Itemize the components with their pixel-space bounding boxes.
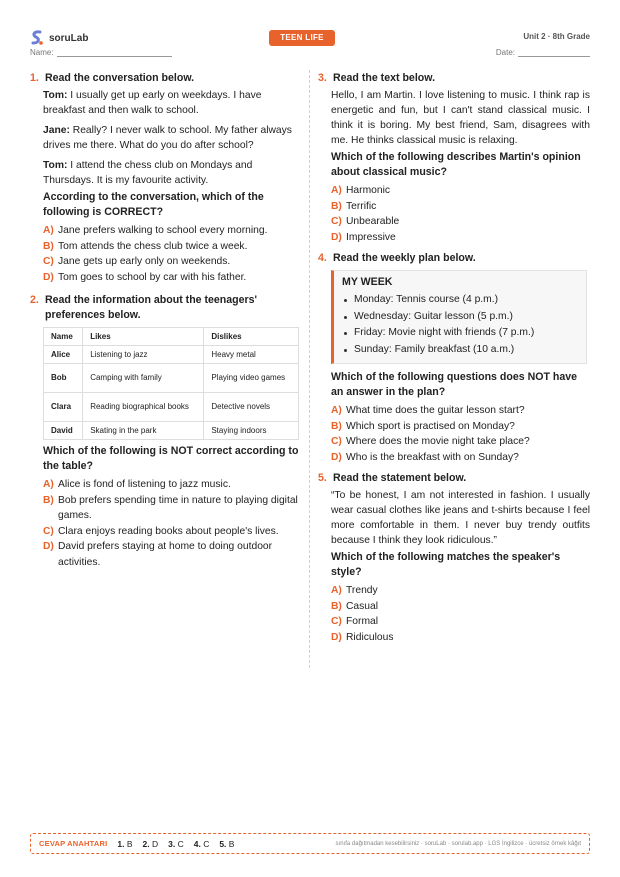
plan-item: Friday: Movie night with friends (7 p.m.)	[342, 325, 578, 342]
option-d[interactable]: D) Who is the breakfast with on Sunday?	[331, 451, 519, 463]
question-stem: Which of the following describes Martin's opinion about classical music?	[331, 151, 581, 178]
option-d[interactable]: D) Impressive	[331, 231, 396, 243]
column-divider	[309, 70, 310, 668]
answer-key-strip	[30, 833, 590, 854]
question-5: 5. Read the statement below. “To be honest, I am not interested in fashion. I usually wear casual clothes like jeans and t-shirts because I feel more comfortable in them. I never buy trendy outfits because I think they look ridiculous.” Which of the following matches the speaker's style? A) Trendy B) Casual C) Formal D) Ridiculous	[318, 471, 590, 645]
option-c[interactable]: C) Jane gets up early only on weekends.	[43, 256, 231, 267]
table-row: Bob Camping with family Playing video games	[44, 364, 299, 393]
dialogue-line: Tom: I usually get up early on weekdays. I have breakfast and then walk to school.	[43, 90, 262, 116]
option-c[interactable]: C) Where does the movie night take place?	[331, 436, 530, 447]
plan-item: Monday: Tennis course (4 p.m.)	[342, 292, 578, 309]
option-d[interactable]: D) David prefers staying at home to doing outdoor activities.	[43, 541, 273, 568]
answer-item: 3. C	[168, 838, 184, 849]
answer-item: 5. B	[219, 838, 235, 849]
option-a[interactable]: A) Jane prefers walking to school every morning.	[43, 225, 268, 236]
table-row: Alice Listening to jazz Heavy metal	[44, 346, 299, 364]
sorulab-logo-icon	[30, 30, 44, 46]
brand-name: soruLab	[49, 32, 89, 44]
page-header	[30, 28, 590, 64]
option-b[interactable]: B) Tom attends the chess club twice a week.	[43, 240, 248, 252]
answer-item: 2. D	[142, 838, 159, 849]
plan-item: Sunday: Family breakfast (10 a.m.)	[342, 342, 578, 359]
option-b[interactable]: B) Which sport is practised on Monday?	[331, 420, 515, 432]
option-d[interactable]: D) Ridiculous	[331, 631, 394, 643]
question-2: 2. Read the information about the teenagers' preferences below. Name Likes Dislikes Alice Listening to jazz Heavy metal Bob Camping with family Playing video games Clara Reading biographical books Detective novels David Skating in the park Staying indoors Which of the following is NOT correct according to the table? A) Alice is fond of listening to jazz music. B) Bob prefers spending time in nature to playing digital games. C) Clara enjoys reading books about people's lives. D) David prefers staying at home to doing outdoor activities.	[30, 293, 300, 570]
left-column	[30, 71, 300, 576]
option-a[interactable]: A) Trendy	[331, 585, 378, 596]
question-stem: According to the conversation, which of the following is CORRECT?	[43, 191, 264, 218]
question-3: 3. Read the text below. Hello, I am Martin. I love listening to music. I think rap is energetic and fun, but I can't stand classical music. I think it is boring. My best friend, Sam, disagrees with me. He thinks classical music is relaxing. Which of the following describes Martin's opinion about classical music? A) Harmonic B) Terrific C) Unbearable D) Impressive	[318, 71, 590, 245]
dialogue-line: Jane: Really? I never walk to school. My father always drives me there. What do you do after school?	[43, 125, 292, 151]
option-a[interactable]: A) Harmonic	[331, 185, 391, 196]
table-row: Clara Reading biographical books Detective novels	[44, 393, 299, 422]
option-a[interactable]: A) What time does the guitar lesson start?	[331, 405, 525, 416]
table-header: Likes	[83, 328, 204, 346]
option-c[interactable]: C) Formal	[331, 616, 379, 627]
option-a[interactable]: A) Alice is fond of listening to jazz music.	[43, 479, 231, 490]
preferences-table	[43, 327, 299, 440]
reading-passage: “To be honest, I am not interested in fashion. I usually wear casual clothes like jeans and t-shirts because I feel more comfortable in them. I never buy trendy outfits because I think they look ridiculous.”	[331, 490, 590, 546]
table-header: Name	[44, 328, 83, 346]
question-stem: Which of the following matches the speaker's style?	[331, 551, 561, 578]
plan-title: MY WEEK	[342, 276, 393, 288]
question-stem: Which of the following is NOT correct according to the table?	[43, 445, 299, 472]
dialogue-line: Tom: I attend the chess club on Mondays and Thursdays. It is my favourite activity.	[43, 160, 253, 186]
option-b[interactable]: B) Bob prefers spending time in nature to playing digital games.	[43, 494, 298, 521]
topic-badge: TEEN LIFE	[269, 30, 335, 46]
answer-item: 4. C	[193, 838, 210, 849]
option-c[interactable]: C) Unbearable	[331, 216, 400, 227]
brand	[30, 30, 88, 46]
option-c[interactable]: C) Clara enjoys reading books about people's lives.	[43, 525, 279, 537]
question-1: 1. Read the conversation below. Tom: I usually get up early on weekdays. I have breakfast and then walk to school. Jane: Really? I never walk to school. My father always drives me there. What do you do after school? Tom: I attend the chess club on Mondays and Thursdays. It is my favourite activity. According to the conversation, which of the following is CORRECT? A) Jane prefers walking to school every morning. B) Tom attends the chess club twice a week. C) Jane gets up early only on weekends. D) Tom goes to school by car with his father.	[30, 71, 300, 285]
name-field[interactable]: Name:	[30, 48, 172, 57]
option-d[interactable]: D) Tom goes to school by car with his father.	[43, 271, 247, 283]
option-b[interactable]: B) Terrific	[331, 200, 377, 212]
question-4: 4. Read the weekly plan below. MY WEEK Monday: Tennis course (4 p.m.) Wednesday: Guitar lesson (5 p.m.) Friday: Movie night with friends (7 p.m.) Sunday: Family breakfast (10 a.m.) Which of the following questions does NOT have an answer in the plan? A) What time does the guitar lesson start? B) Which sport is practised on Monday? C) Where does the movie night take place? D) Who is the breakfast with on Sunday?	[318, 251, 590, 465]
right-column	[318, 71, 590, 651]
question-title: Read the conversation below.	[45, 72, 195, 84]
table-row: David Skating in the park Staying indoors	[44, 422, 299, 440]
option-b[interactable]: B) Casual	[331, 600, 379, 612]
date-field[interactable]: Date:	[496, 48, 590, 57]
reading-passage: Hello, I am Martin. I love listening to music. I think rap is energetic and fun, but I can't stand classical music. I think it is boring. My best friend, Sam, disagrees with me. He thinks classical music is relaxing.	[331, 90, 590, 146]
question-title: Read the information about the teenagers' preferences below.	[45, 294, 258, 321]
weekly-plan-box	[331, 270, 587, 364]
footer-note: sınıfa dağıtmadan kesebilirsiniz · soruLab · sorulab.app · LGS İngilizce · ücretsiz örnek kâğıt	[335, 840, 581, 847]
answer-key-label: CEVAP ANAHTARI	[39, 839, 108, 848]
table-header: Dislikes	[204, 328, 299, 346]
question-title: Read the text below.	[333, 72, 436, 84]
question-title: Read the weekly plan below.	[333, 252, 476, 264]
question-stem: Which of the following questions does NOT have an answer in the plan?	[331, 371, 578, 398]
plan-item: Wednesday: Guitar lesson (5 p.m.)	[342, 309, 578, 326]
grade-label: Unit 2 · 8th Grade	[523, 32, 590, 41]
answer-item: 1. B	[117, 838, 133, 849]
question-title: Read the statement below.	[333, 472, 467, 484]
